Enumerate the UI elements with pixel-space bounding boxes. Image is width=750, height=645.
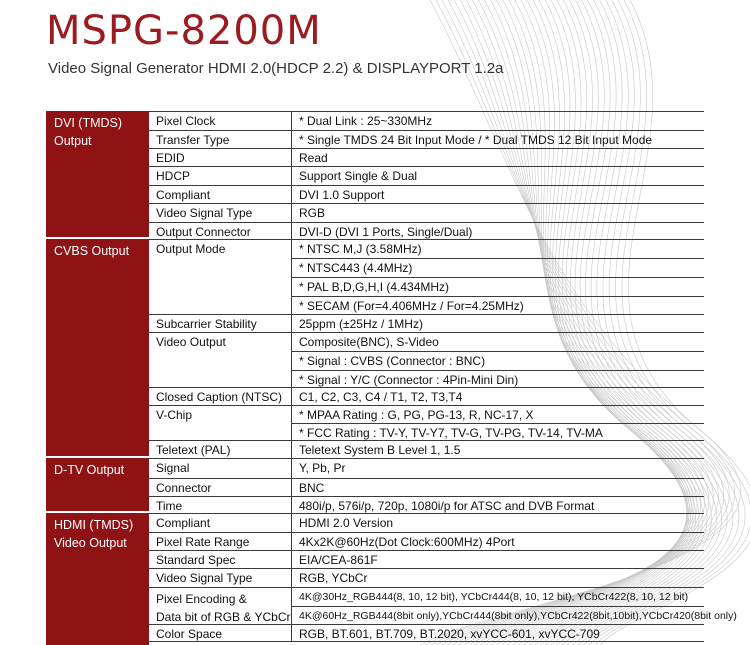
row-time [149,496,704,513]
row-value: Composite(BNC), S-Video [299,335,439,349]
category-hdmi-label: HDMI (TMDS) [54,518,134,532]
row-value: Support Single & Dual [299,169,418,183]
row-label: HDCP [149,167,292,185]
row-value: * PAL B,D,G,H,I (4.434MHz) [292,277,704,296]
row-value: * Dual Link : 25~330MHz [299,114,433,128]
row-value: BNC [299,481,325,495]
row-teletext [149,440,704,458]
row-pixel-clock [149,111,704,130]
category-dvi [46,111,149,239]
row-label: Teletext (PAL) [149,441,292,458]
row-output-mode [149,239,704,314]
row-value: * Single TMDS 24 Bit Input Mode / * Dual TMDS 12 Bit Input Mode [299,133,653,147]
row-video-signal-type-hdmi [149,568,704,587]
row-label: V-Chip [149,406,292,440]
row-label: Compliant [149,514,292,532]
row-color-space [149,624,704,641]
category-dvi-label-2: Output [54,134,92,148]
row-value: * SECAM (For=4.406MHz / For=4.25MHz) [292,296,704,315]
row-edid [149,148,704,166]
row-label-line-1: Pixel Encoding & [156,592,247,606]
row-value: 4K@60Hz_RGB444(8bit only),YCbCr444(8bit only),YCbCr422(8bit,10bit),YCbCr420(8bit only) [292,606,704,625]
row-label: Video Signal Type [149,204,292,222]
row-compliant-dvi [149,185,704,203]
row-value: 480i/p, 576i/p, 720p, 1080i/p for ATSC and DVB Format [299,499,595,513]
row-value: * MPAA Rating : G, PG, PG-13, R, NC-17, X [299,408,534,422]
category-cvbs [46,239,149,458]
row-label: Output Connector [149,223,292,239]
row-video-signal-type-dvi [149,203,704,222]
row-compliant-hdmi [149,513,704,532]
row-value: EIA/CEA-861F [299,553,378,567]
category-hdmi [46,513,149,645]
row-value: * NTSC M,J (3.58MHz) [299,242,422,256]
row-label: Standard Spec [149,551,292,568]
row-closed-caption [149,387,704,405]
row-label: Color Space [149,625,292,641]
row-label: Time [149,497,292,513]
row-value: * Signal : Y/C (Connector : 4Pin-Mini Din) [292,370,704,388]
row-label: Signal [149,459,292,478]
row-label: Pixel Rate Range [149,533,292,550]
row-value: DVI-D (DVI 1 Ports, Single/Dual) [299,225,473,239]
row-label: Video Signal Type [149,569,292,587]
row-value: Y, Pb, Pr [299,461,346,475]
row-pixel-rate [149,532,704,550]
category-dtv-label: D-TV Output [54,463,125,477]
table-bottom-border [149,641,704,642]
row-label-line-2: Data bit of RGB & YCbCr [156,610,291,624]
row-value: C1, C2, C3, C4 / T1, T2, T3,T4 [299,390,463,404]
row-value: * NTSC443 (4.4MHz) [292,258,704,277]
row-hdcp [149,166,704,185]
category-dvi-label: DVI (TMDS) [54,116,123,130]
page-title: MSPG-8200M [46,8,322,54]
row-value: Read [299,151,328,165]
row-label: Subcarrier Stability [149,315,292,332]
category-cvbs-label: CVBS Output [54,244,130,258]
row-subcarrier [149,314,704,332]
row-value: DVI 1.0 Support [299,188,385,202]
row-label [149,588,292,624]
row-value: * Signal : CVBS (Connector : BNC) [292,351,704,370]
row-v-chip [149,405,704,440]
row-value: RGB, BT.601, BT.709, BT.2020, xvYCC-601, xvYCC-709 [299,627,600,641]
row-label: Connector [149,479,292,496]
row-value: RGB, YCbCr [299,571,368,585]
row-video-output [149,332,704,387]
row-label: Output Mode [149,240,292,314]
row-label: Compliant [149,186,292,203]
row-value: HDMI 2.0 Version [299,516,394,530]
row-label: Video Output [149,333,292,387]
row-value: 4Kx2K@60Hz(Dot Clock:600MHz) 4Port [299,535,515,549]
row-pixel-encoding [149,587,737,624]
row-output-connector [149,222,704,239]
row-standard-spec [149,550,704,568]
row-signal [149,458,704,478]
row-value: 25ppm (±25Hz / 1MHz) [299,317,423,331]
row-transfer-type [149,130,704,148]
page-subtitle: Video Signal Generator HDMI 2.0(HDCP 2.2) & DISPLAYPORT 1.2a [48,60,504,77]
row-value: 4K@30Hz_RGB444(8, 10, 12 bit), YCbCr444(8, 10, 12 bit), YCbCr422(8, 10, 12 bit) [299,591,689,603]
row-label: EDID [149,149,292,166]
row-value: RGB [299,206,326,220]
category-dtv [46,458,149,513]
row-label: Pixel Clock [149,112,292,130]
row-value: Teletext System B Level 1, 1.5 [299,443,461,457]
row-value: * FCC Rating : TV-Y, TV-Y7, TV-G, TV-PG, TV-14, TV-MA [292,423,704,441]
row-connector [149,478,704,496]
row-label: Closed Caption (NTSC) [149,388,292,405]
row-label: Transfer Type [149,131,292,148]
category-hdmi-label-2: Video Output [54,536,127,550]
